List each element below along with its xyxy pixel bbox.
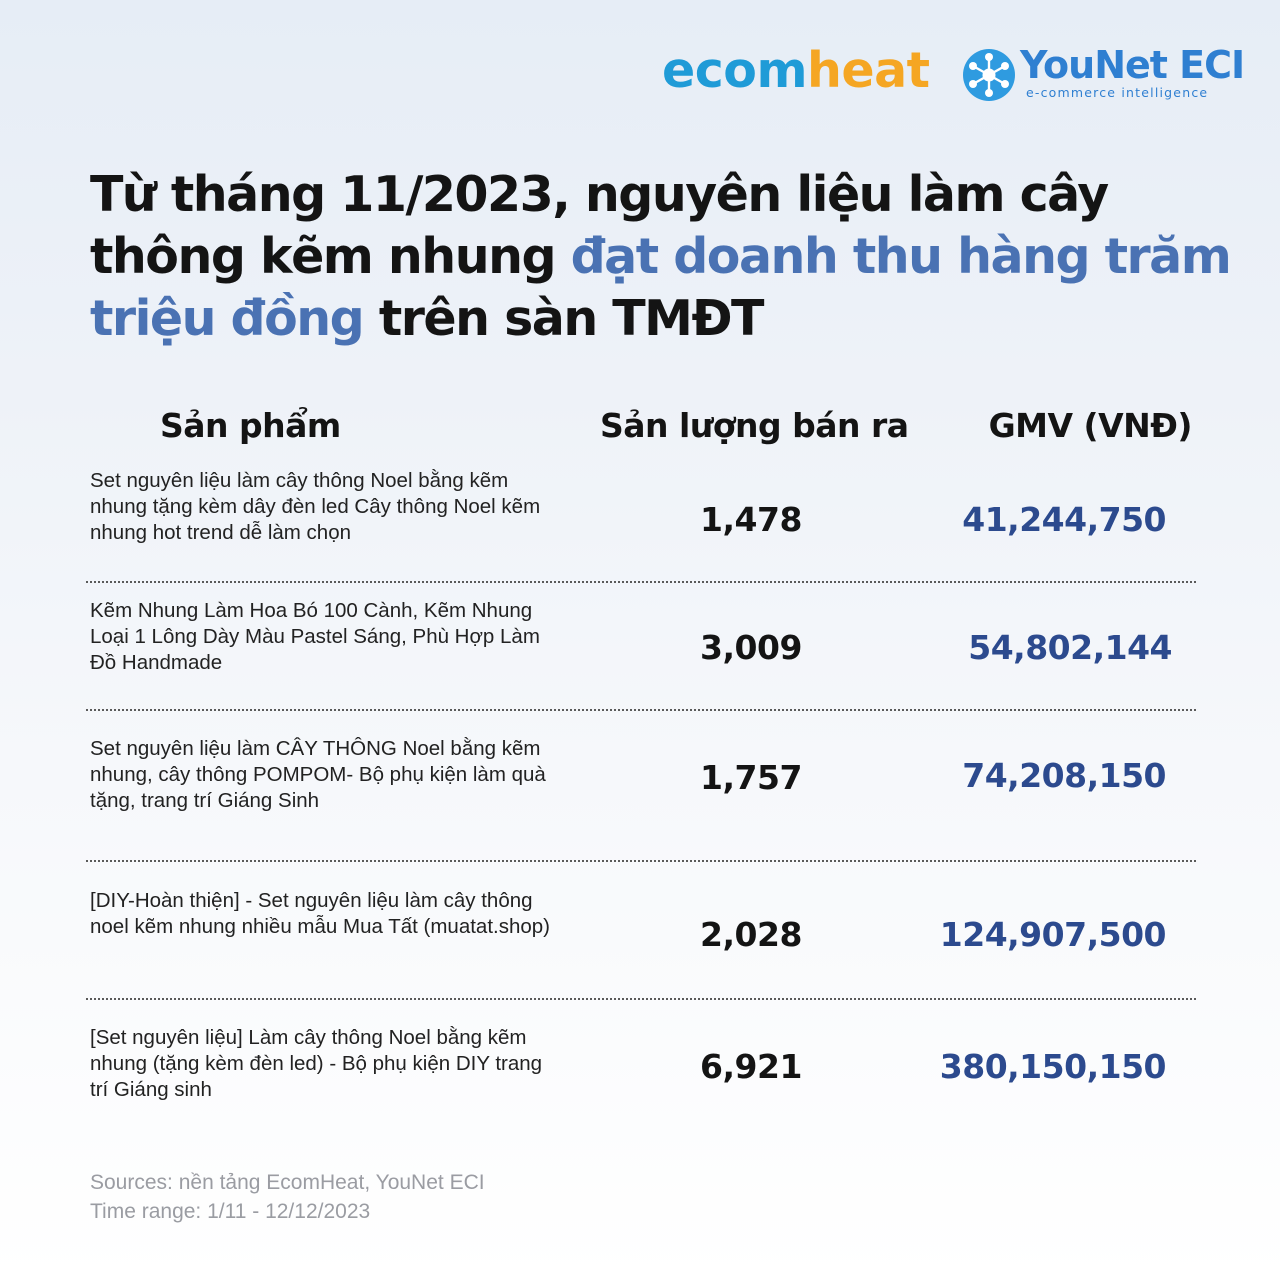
sold-quantity: 1,478	[700, 500, 802, 539]
table-row	[86, 466, 1196, 566]
product-name: Set nguyên liệu làm cây thông Noel bằng kẽm nhung tặng kèm dây đèn led Cây thông Noel kẽm nhung hot trend dễ làm chọn	[90, 469, 541, 544]
sold-quantity: 1,757	[700, 758, 802, 797]
sources-text: Sources: nền tảng EcomHeat, YouNet ECI	[90, 1171, 485, 1194]
gmv-value: 380,150,150	[939, 1047, 1166, 1086]
ecomheat-logo-part1: ecom	[662, 42, 807, 99]
product-name: Set nguyên liệu làm CÂY THÔNG Noel bằng kẽm nhung, cây thông POMPOM- Bộ phụ kiện làm quà tặng, trang trí Giáng Sinh	[90, 737, 546, 812]
row-divider	[86, 998, 1196, 1000]
gmv-value: 74,208,150	[962, 756, 1166, 795]
headline-part1: Từ tháng 11/2023, nguyên liệu làm cây thông kẽm nhung	[90, 166, 1108, 285]
gmv-value: 124,907,500	[939, 915, 1166, 954]
row-divider	[86, 709, 1196, 711]
younet-logo-tagline: e-commerce intelligence	[1026, 85, 1209, 100]
sold-quantity: 2,028	[700, 915, 802, 954]
product-name: [Set nguyên liệu] Làm cây thông Noel bằng kẽm nhung (tặng kèm đèn led) - Bộ phụ kiện DIY trang trí Giáng sinh	[90, 1026, 543, 1101]
time-range-text: Time range: 1/11 - 12/12/2023	[90, 1200, 371, 1223]
column-header-gmv: GMV (VNĐ)	[988, 406, 1192, 445]
source-note	[90, 1168, 485, 1226]
product-name: Kẽm Nhung Làm Hoa Bó 100 Cành, Kẽm Nhung Loại 1 Lông Dày Màu Pastel Sáng, Phù Hợp Làm Đồ Handmade	[90, 599, 540, 674]
headline-part2: trên sàn TMĐT	[363, 290, 763, 347]
row-divider	[86, 581, 1196, 583]
gmv-value: 54,802,144	[968, 628, 1172, 667]
table-row	[86, 1023, 1196, 1123]
sold-quantity: 3,009	[700, 628, 802, 667]
row-divider	[86, 860, 1196, 862]
table-row	[86, 596, 1196, 696]
ecomheat-logo	[662, 42, 930, 99]
page-title	[90, 164, 1250, 350]
table-row	[86, 886, 1196, 986]
column-header-product: Sản phẩm	[160, 406, 341, 445]
headline-highlight: đạt doanh thu hàng trăm triệu đồng	[90, 228, 1231, 347]
product-name: [DIY-Hoàn thiện] - Set nguyên liệu làm cây thông noel kẽm nhung nhiều mẫu Mua Tất (muatat.shop)	[90, 889, 550, 938]
gmv-value: 41,244,750	[962, 500, 1166, 539]
sold-quantity: 6,921	[700, 1047, 802, 1086]
younet-network-icon	[962, 48, 1016, 102]
ecomheat-logo-part2: heat	[807, 42, 930, 99]
younet-eci-logo	[962, 43, 1245, 106]
younet-logo-name: YouNet ECI	[1020, 43, 1245, 87]
table-row	[86, 734, 1196, 844]
column-header-sold: Sản lượng bán ra	[600, 406, 909, 445]
